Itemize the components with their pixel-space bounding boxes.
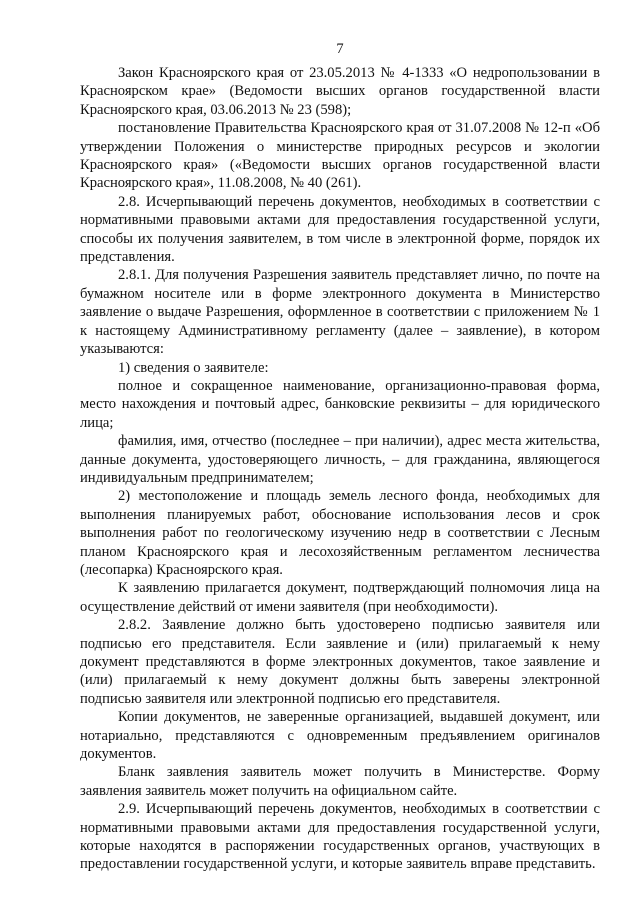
paragraph-document-copies: Копии документов, не заверенные организацией, выдавшей документ, или нотариально, представляются с одновременным предъявлением оригиналов документов. [80,709,600,763]
paragraph-authority-document: К заявлению прилагается документ, подтверждающий полномочия лица на осуществление действий от имени заявителя (при необходимости). [80,580,600,615]
paragraph-section-2-8-2: 2.8.2. Заявление должно быть удостоверено подписью заявителя или подписью его представителя. Если заявление и (или) прилагаемый к нему документ представляются в форме электронных документов, такое заявление и (или) прилагаемый к нему документ должны быть заверены электронной подписью заявителя или электронной подписью его представителя. [80,617,600,707]
paragraph-legal-entity: полное и сокращенное наименование, организационно-правовая форма, место нахождения и почтовый адрес, банковские реквизиты – для юридического лица; [80,377,600,431]
paragraph-location-area: 2) местоположение и площадь земель лесного фонда, необходимых для выполнения планируемых работ, обоснование использования лесов и срок выполнения работ по геологическому изучению недр в соответствии с Лесным планом Красноярского края и лесохозяйственным регламентом лесничества (лесопарка) Красноярского края. [80,488,600,578]
paragraph-government-resolution: постановление Правительства Красноярского края от 31.07.2008 № 12-п «Об утверждении Положения о министерстве природных ресурсов и экологии Красноярского края» («Ведомости высших органов государственной власти Красноярского края», 11.08.2008, № 40 (261). [80,120,600,192]
paragraph-individual-entrepreneur: фамилия, имя, отчество (последнее – при наличии), адрес места жительства, данные документа, удостоверяющего личность, – для гражданина, являющегося индивидуальным предпринимателем; [80,433,600,486]
paragraph-applicant-info: 1) сведения о заявителе: [118,359,269,376]
paragraph-section-2-8-1: 2.8.1. Для получения Разрешения заявитель представляет лично, по почте на бумажном носителе или в форме электронного документа в Министерство заявление о выдаче Разрешения, оформленное в соответствии с приложением № 1 к настоящему Административному регламенту (далее – заявление), в котором указываются: [80,267,600,358]
document-body [80,64,600,874]
paragraph-section-2-9: 2.9. Исчерпывающий перечень документов, необходимых в соответствии с нормативными правовыми актами для предоставления государственной услуги, которые находятся в распоряжении государственных органов, участвующих в предоставлении государственной услуги, и которые заявитель вправе представить. [80,801,600,873]
paragraph-law-reference: Закон Красноярского края от 23.05.2013 № 4-1333 «О недропользовании в Красноярском крае» (Ведомости высших органов государственной власти Красноярского края, 03.06.2013 № 23 (598); [80,65,600,118]
paragraph-application-form: Бланк заявления заявитель может получить в Министерстве. Форму заявления заявитель может получить на официальном сайте. [80,764,600,799]
page-number: 7 [336,41,344,57]
paragraph-section-2-8: 2.8. Исчерпывающий перечень документов, необходимых в соответствии с нормативными правовыми актами для предоставления государственной услуги, способы их получения заявителем, в том числе в электронной форме, порядок их представления. [80,193,600,266]
